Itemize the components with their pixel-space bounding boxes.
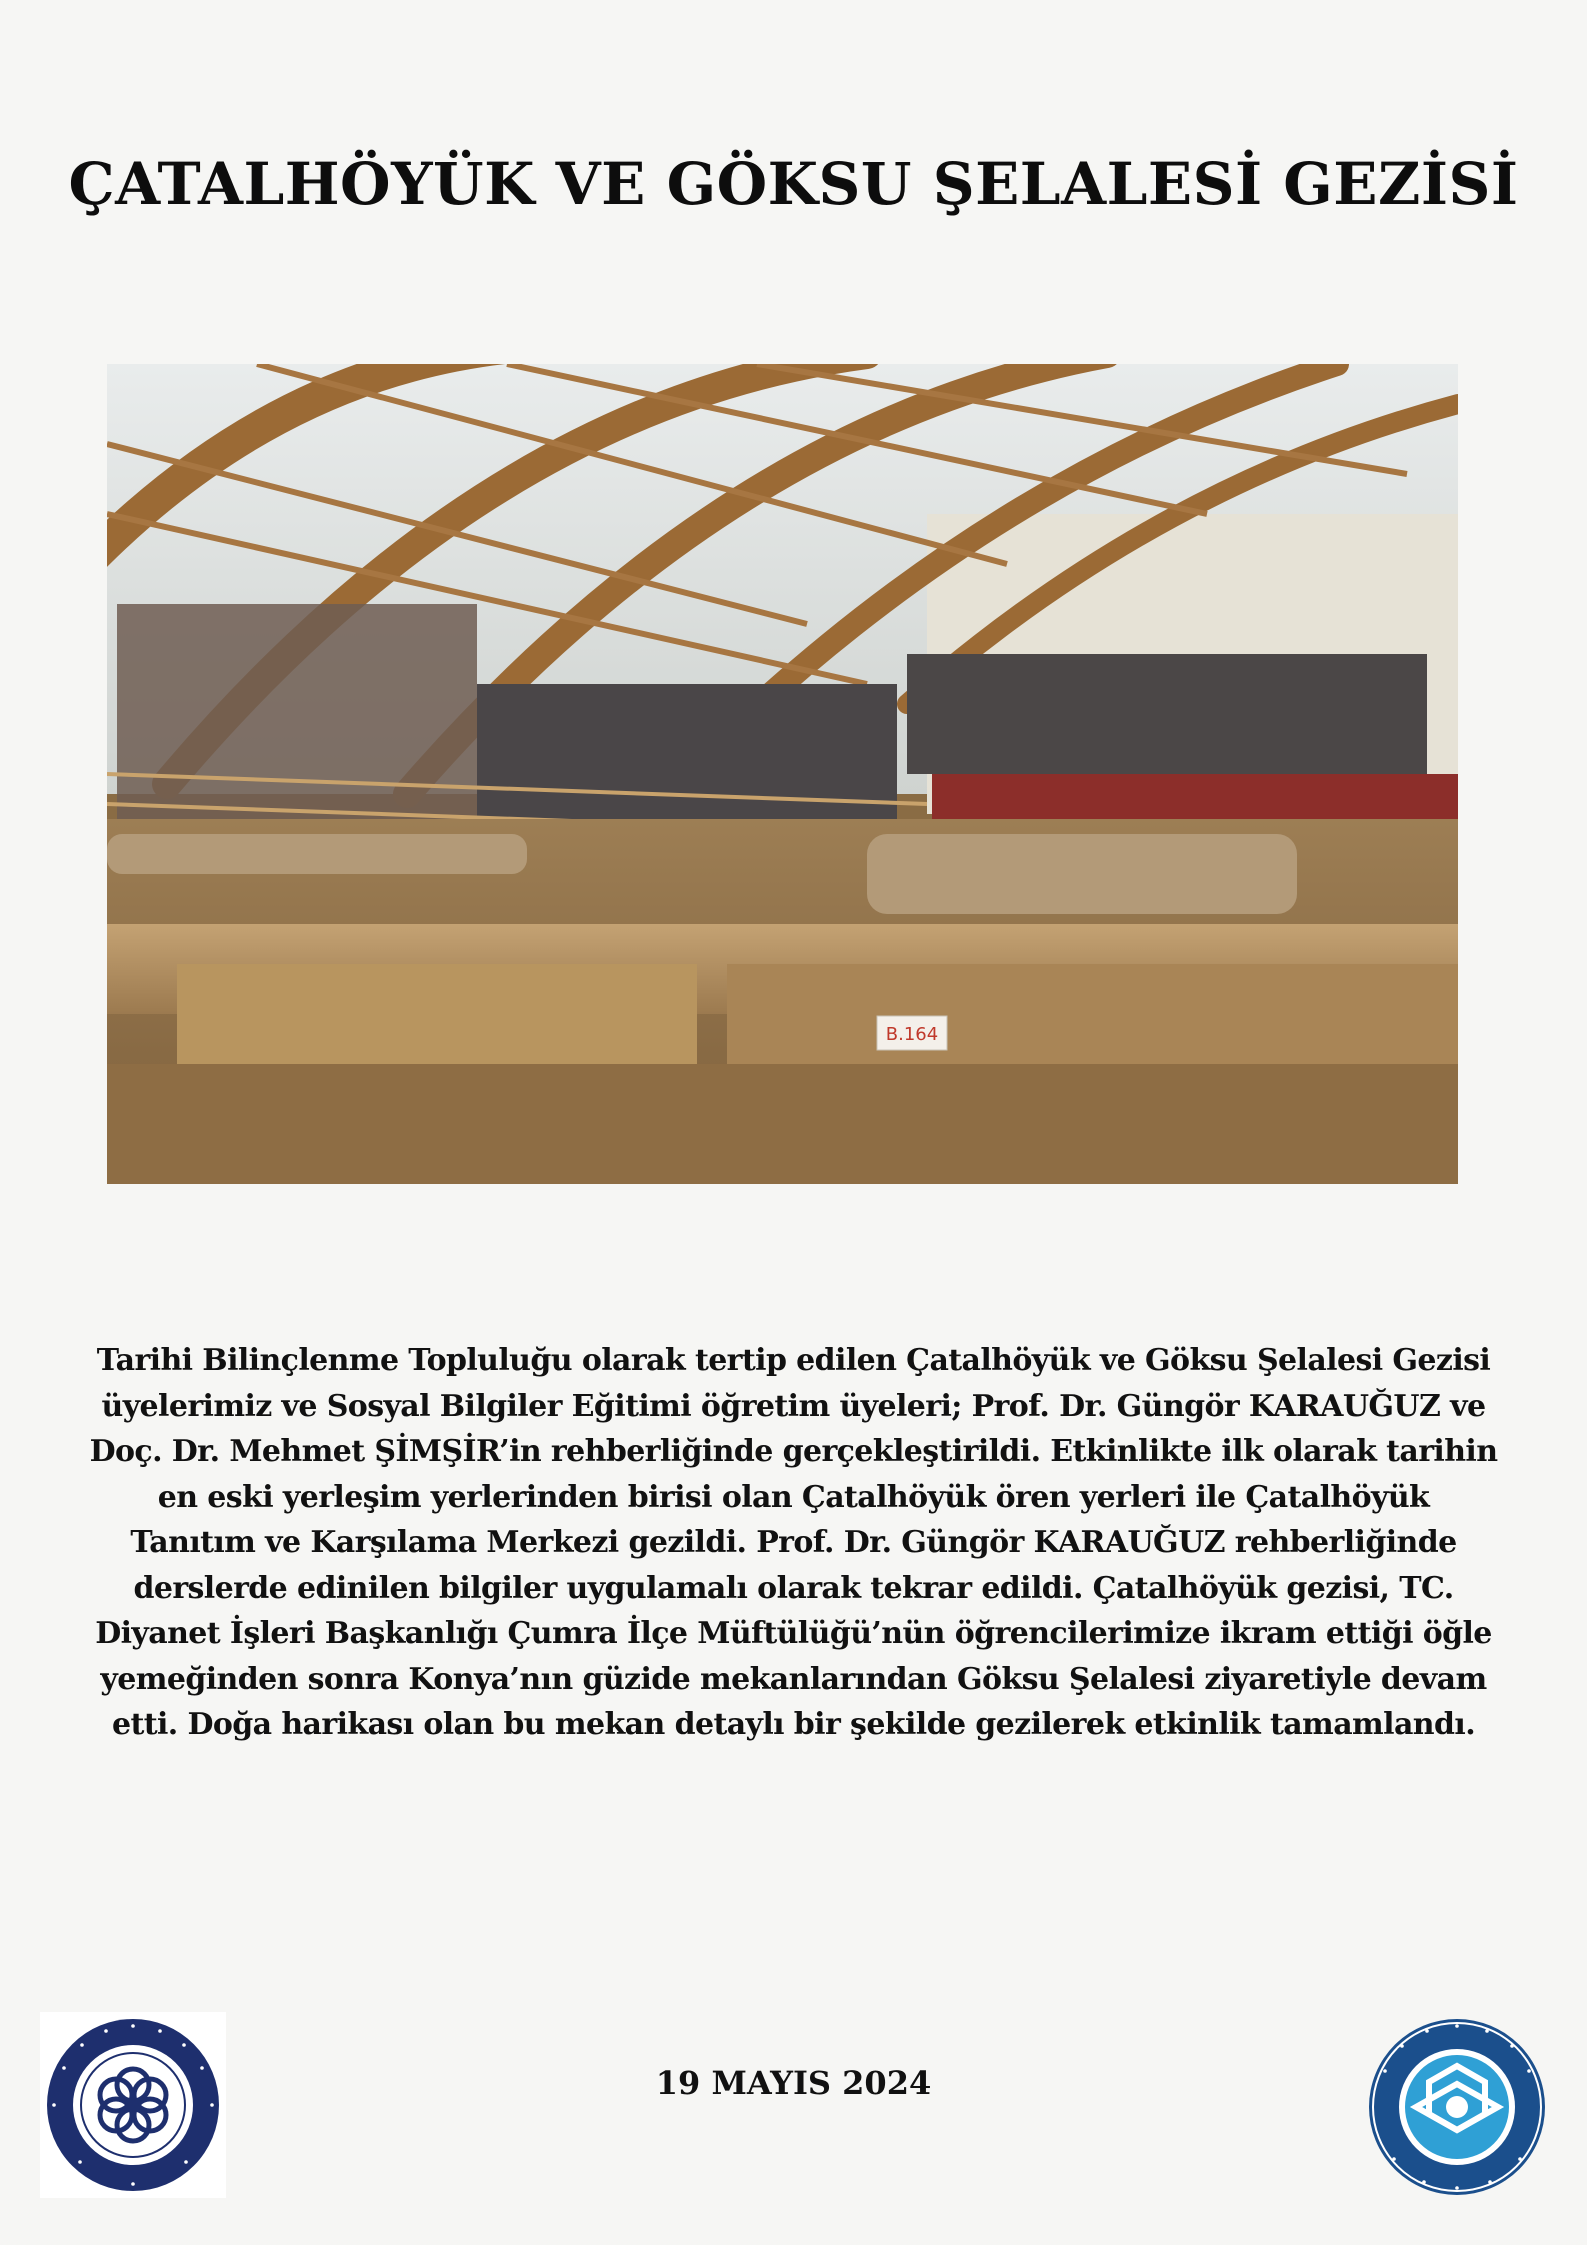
page-title: ÇATALHÖYÜK VE GÖKSU ŞELALESİ GEZİSİ [68,150,1519,218]
description-line: etti. Doğa harikası olan bu mekan detaylı bir şekilde gezilerek etkinlik tamamlandı. [111,1707,1476,1742]
description-line: üyelerimiz ve Sosyal Bilgiler Eğitimi öğretim üyeleri; Prof. Dr. Güngör KARAUĞUZ ve [101,1388,1486,1424]
description-line: Tanıtım ve Karşılama Merkezi gezildi. Prof. Dr. Güngör KARAUĞUZ rehberliğinde [130,1525,1457,1560]
event-date: 19 MAYIS 2024 [655,2064,932,2102]
excavation-sign-label: B.164 [885,1024,939,1045]
description-line: Diyanet İşleri Başkanlığı Çumra İlçe Müftülüğü’nün öğrencilerimize ikram ettiği öğle [95,1616,1492,1651]
description-line: Doç. Dr. Mehmet ŞİMŞİR’in rehberliğinde gerçekleştirildi. Etkinlikte ilk olarak tarihin [89,1434,1498,1469]
description-line: en eski yerleşim yerlerinden birisi olan Çatalhöyük ören yerleri ile Çatalhöyük [157,1479,1430,1515]
description-line: Tarihi Bilinçlenme Topluluğu olarak tertip edilen Çatalhöyük ve Göksu Şelalesi Gezisi [96,1343,1491,1378]
event-description [20,1338,1567,1748]
necmettin-erbakan-universitesi-logo [1364,2014,1550,2200]
tarihi-bilinclenme-toplulugu-logo [40,2012,226,2198]
description-line: derslerde edinilen bilgiler uygulamalı olarak tekrar edildi. Çatalhöyük gezisi, TC. [133,1570,1454,1606]
excavation-site-photo [107,364,1458,1184]
description-line: yemeğinden sonra Konya’nın güzide mekanlarından Göksu Şelalesi ziyaretiyle devam [100,1661,1487,1697]
